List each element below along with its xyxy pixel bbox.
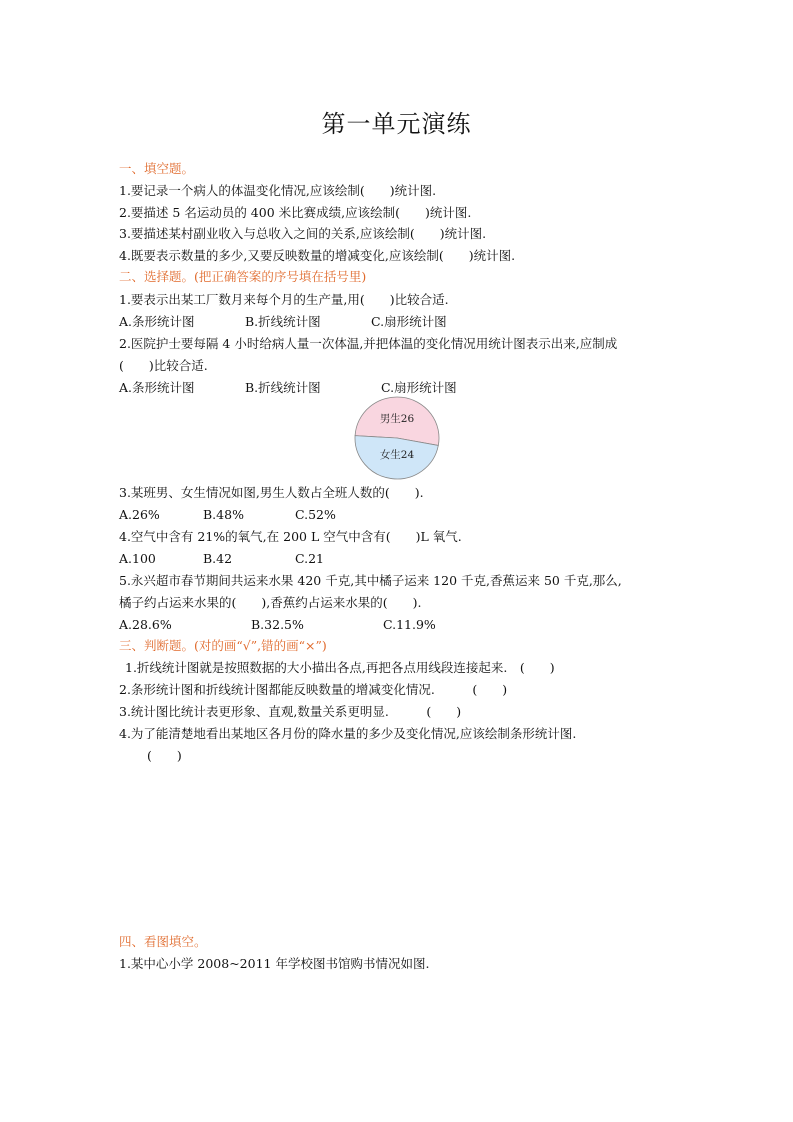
- question-3-4-line2: ( ): [147, 748, 182, 763]
- question-2-5-line1: 5.永兴超市春节期间共运来水果 420 千克,其中橘子运来 120 千克,香蕉运来 50 千克,那么,: [119, 573, 622, 588]
- option-2-2-a: A.条形统计图: [119, 380, 195, 395]
- question-1-2: 2.要描述 5 名运动员的 400 米比赛成绩,应该绘制( )统计图.: [119, 205, 472, 220]
- question-4-1: 1.某中心小学 2008~2011 年学校图书馆购书情况如图.: [119, 956, 430, 971]
- question-2-2-line2: ( )比较合适.: [119, 358, 208, 373]
- question-3-1: 1.折线统计图就是按照数据的大小描出各点,再把各点用线段连接起来. ( ): [125, 660, 555, 675]
- question-1-1: 1.要记录一个病人的体温变化情况,应该绘制( )统计图.: [119, 183, 437, 198]
- question-2-3: 3.某班男、女生情况如图,男生人数占全班人数的( ).: [119, 485, 424, 500]
- section-heading-read-chart: 四、看图填空。: [119, 934, 207, 949]
- pie-label-girls: 女生24: [379, 449, 415, 461]
- question-3-2: 2.条形统计图和折线统计图都能反映数量的增减变化情况. ( ): [119, 682, 508, 697]
- option-2-4-b: B.42: [203, 551, 233, 566]
- question-2-4: 4.空气中含有 21%的氧气,在 200 L 空气中含有( )L 氧气.: [119, 529, 462, 544]
- question-2-5-line2: 橘子约占运来水果的( ),香蕉约占运来水果的( ).: [119, 595, 422, 610]
- question-3-3: 3.统计图比统计表更形象、直观,数量关系更明显. ( ): [119, 704, 462, 719]
- question-2-2-line1: 2.医院护士要每隔 4 小时给病人量一次体温,并把体温的变化情况用统计图表示出来,应制成: [119, 336, 618, 351]
- option-2-3-a: A.26%: [119, 507, 160, 522]
- option-2-5-c: C.11.9%: [383, 617, 436, 632]
- option-2-5-a: A.28.6%: [119, 617, 172, 632]
- option-2-1-c: C.扇形统计图: [371, 314, 447, 329]
- pie-chart: [352, 395, 442, 481]
- option-2-2-c: C.扇形统计图: [381, 380, 457, 395]
- option-2-3-b: B.48%: [203, 507, 244, 522]
- option-2-1-b: B.折线统计图: [245, 314, 321, 329]
- pie-label-boys: 男生26: [379, 413, 415, 425]
- section-heading-judgement: 三、判断题。(对的画“√”,错的画“×”): [119, 638, 327, 653]
- option-2-4-c: C.21: [295, 551, 324, 566]
- section-heading-choice: 二、选择题。(把正确答案的序号填在括号里): [119, 269, 367, 284]
- option-2-4-a: A.100: [119, 551, 156, 566]
- option-2-3-c: C.52%: [295, 507, 336, 522]
- option-2-1-a: A.条形统计图: [119, 314, 195, 329]
- option-2-5-b: B.32.5%: [251, 617, 304, 632]
- question-2-1: 1.要表示出某工厂数月来每个月的生产量,用( )比较合适.: [119, 292, 449, 307]
- question-1-3: 3.要描述某村副业收入与总收入之间的关系,应该绘制( )统计图.: [119, 226, 487, 241]
- option-2-2-b: B.折线统计图: [245, 380, 321, 395]
- question-3-4-line1: 4.为了能清楚地看出某地区各月份的降水量的多少及变化情况,应该绘制条形统计图.: [119, 726, 577, 741]
- page-title: 第一单元演练: [321, 110, 472, 138]
- section-heading-fill-blank: 一、填空题。: [119, 161, 195, 176]
- question-1-4: 4.既要表示数量的多少,又要反映数量的增减变化,应该绘制( )统计图.: [119, 248, 516, 263]
